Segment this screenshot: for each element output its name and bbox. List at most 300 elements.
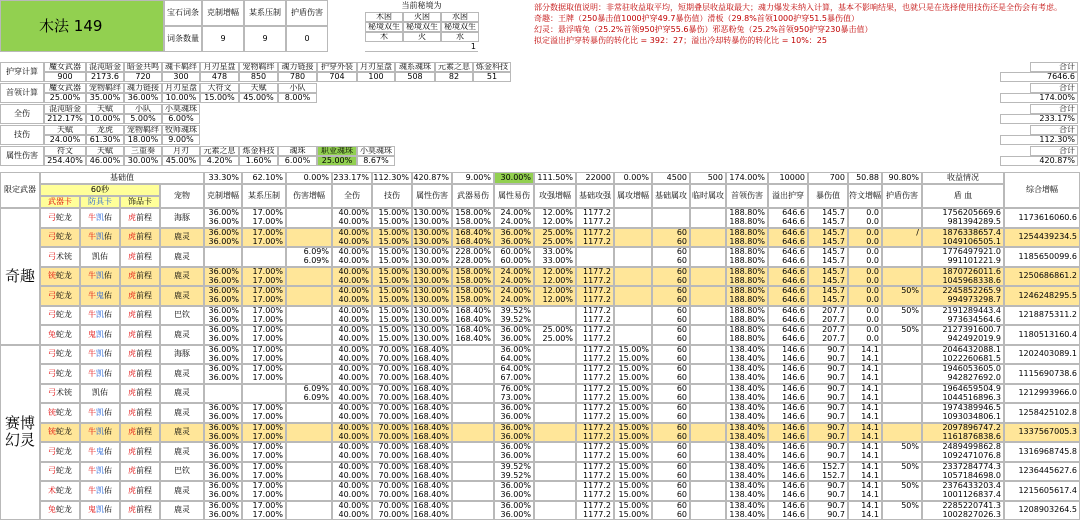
value-cell: 36.00% <box>494 413 534 423</box>
stat-name: 职业魂珠 <box>317 146 357 156</box>
value-cell: 36.00% <box>494 423 534 433</box>
value-cell: 40.00% <box>332 345 372 355</box>
value-cell <box>534 501 576 511</box>
armor-rest: 佑 <box>104 407 112 417</box>
value-cell: 17.00% <box>242 471 286 481</box>
value-cell: 36.00% <box>204 228 242 238</box>
value-cell: 60 <box>652 423 690 433</box>
income-shield: 2097896747.2 <box>922 423 1004 433</box>
value-cell: 90.7 <box>808 510 848 520</box>
value-cell: 138.40% <box>726 364 768 374</box>
value-cell: 64.00% <box>494 364 534 374</box>
stat-name: 魔女武器 <box>44 62 86 72</box>
value-cell <box>204 247 242 257</box>
armor-card <box>80 462 120 482</box>
pet-header: 宠物 <box>160 184 204 208</box>
stat-name: 龙虎 <box>86 125 124 135</box>
value-cell: 15.00% <box>614 384 652 394</box>
stat-label: 技伤 <box>0 125 44 145</box>
value-cell: 50% <box>882 462 922 472</box>
value-cell <box>882 208 922 218</box>
value-cell: 168.40% <box>412 481 452 491</box>
value-cell: 130.00% <box>412 208 452 218</box>
value-cell: 24.00% <box>494 218 534 228</box>
value-cell: 67.00% <box>494 374 534 384</box>
weapon-rest: 蛇龙 <box>56 271 72 281</box>
total-cell: 1337567005.3 <box>1004 423 1080 443</box>
value-cell: 17.00% <box>242 491 286 501</box>
value-cell: 130.00% <box>412 257 452 267</box>
value-cell: 70.00% <box>372 393 412 403</box>
value-cell <box>614 315 652 325</box>
value-cell <box>534 510 576 520</box>
realm-value: 1 <box>365 42 478 52</box>
value-cell: 90.7 <box>808 423 848 433</box>
value-cell <box>690 257 726 267</box>
value-cell: 60 <box>652 237 690 247</box>
value-cell: 24.00% <box>494 296 534 306</box>
stat-total: 112.30% <box>1000 135 1078 145</box>
value-cell <box>690 501 726 511</box>
value-cell: 0.0 <box>848 325 882 335</box>
stat-value: 15.00% <box>200 93 239 103</box>
value-cell <box>286 471 332 481</box>
pet-cell: 海豚 <box>160 345 204 365</box>
pet-cell: 鹿灵 <box>160 228 204 248</box>
title-name: 木法 <box>39 16 70 35</box>
value-cell <box>452 442 494 452</box>
column-header: 武器易伤 <box>452 184 494 208</box>
jewel-card <box>120 423 160 443</box>
value-cell: 70.00% <box>372 491 412 501</box>
gem-header: 护盾伤害 <box>286 0 328 26</box>
weapon-rest: 蛇龙 <box>56 446 72 456</box>
armor-card <box>80 403 120 423</box>
value-cell: 646.6 <box>768 237 808 247</box>
value-cell: 158.00% <box>452 267 494 277</box>
value-cell: 17.00% <box>242 208 286 218</box>
value-cell <box>286 237 332 247</box>
value-cell: 36.00% <box>494 335 534 345</box>
value-cell: 60.00% <box>494 247 534 257</box>
value-cell: 36.00% <box>204 462 242 472</box>
value-cell <box>690 452 726 462</box>
value-cell: 70.00% <box>372 354 412 364</box>
value-cell: 70.00% <box>372 510 412 520</box>
value-cell <box>534 364 576 374</box>
value-cell: 90.7 <box>808 403 848 413</box>
value-cell: 130.00% <box>412 237 452 247</box>
armor-mid: 凯 <box>96 427 104 437</box>
total-header: 综合增幅 <box>1004 172 1080 208</box>
value-cell: 17.00% <box>242 315 286 325</box>
value-cell: 36.00% <box>204 442 242 452</box>
value-cell: 146.6 <box>768 432 808 442</box>
value-cell <box>690 315 726 325</box>
gem-label-b: 词条数量 <box>164 26 202 52</box>
income-shield: 2489499862.8 <box>922 442 1004 452</box>
value-cell <box>534 393 576 403</box>
stat-name: 宠物羁绊 <box>86 83 124 93</box>
value-cell <box>690 471 726 481</box>
stat-total: 233.17% <box>1000 114 1078 124</box>
base-value: 420.87% <box>412 172 452 184</box>
jewel-card <box>120 228 160 248</box>
value-cell: 168.40% <box>452 325 494 335</box>
note-line: 奇趣：王牌（250暴击值1000护穿49.7暴伤值）滑板（29.8%首领1000护穿51.5暴伤值） <box>534 14 860 23</box>
value-cell <box>614 306 652 316</box>
value-cell: 168.40% <box>412 452 452 462</box>
income-shield: 2285220741.3 <box>922 501 1004 511</box>
value-cell <box>882 276 922 286</box>
jewel-card <box>120 442 160 462</box>
value-cell <box>690 354 726 364</box>
value-cell <box>882 393 922 403</box>
value-cell: 138.40% <box>726 374 768 384</box>
weapon-prefix: 兔 <box>48 505 56 515</box>
pet-cell: 鹿灵 <box>160 267 204 287</box>
weapon-rest: 蛇龙 <box>56 212 72 222</box>
stat-name: 炼金科技 <box>473 62 511 72</box>
income-shield: 2046432088.1 <box>922 345 1004 355</box>
column-header: 基础攻强 <box>576 184 614 208</box>
value-cell: 36.00% <box>494 228 534 238</box>
jewel-prefix: 虎 <box>128 368 136 378</box>
weapon-rest: 蛇龙 <box>56 505 72 515</box>
value-cell <box>452 471 494 481</box>
value-cell: 40.00% <box>332 257 372 267</box>
stat-value: 10.00% <box>86 114 124 124</box>
value-cell: 70.00% <box>372 384 412 394</box>
income-header: 收益情况 <box>922 172 1004 184</box>
jewel-rest: 前程 <box>136 407 152 417</box>
jewel-card <box>120 286 160 306</box>
value-cell: 40.00% <box>332 442 372 452</box>
armor-card <box>80 364 120 384</box>
value-cell <box>882 218 922 228</box>
value-cell <box>452 510 494 520</box>
total-cell: 1173616060.6 <box>1004 208 1080 228</box>
jewel-prefix: 虎 <box>128 310 136 320</box>
value-cell: 188.80% <box>726 296 768 306</box>
value-cell: 138.40% <box>726 452 768 462</box>
value-cell: 146.6 <box>768 374 808 384</box>
value-cell: 17.00% <box>242 442 286 452</box>
weapon-card <box>40 423 80 443</box>
value-cell: 646.6 <box>768 286 808 296</box>
jewel-prefix: 虎 <box>128 485 136 495</box>
stat-name: 魂系魂珠 <box>395 62 435 72</box>
income-shield: 2127391600.7 <box>922 325 1004 335</box>
stat-value: 704 <box>317 72 357 82</box>
value-cell: 40.00% <box>332 315 372 325</box>
value-cell: 70.00% <box>372 481 412 491</box>
value-cell: 36.00% <box>494 501 534 511</box>
value-cell: 40.00% <box>332 335 372 345</box>
value-cell: 0.0 <box>848 218 882 228</box>
value-cell: 36.00% <box>204 364 242 374</box>
value-cell <box>286 325 332 335</box>
stat-total: 420.87% <box>1000 156 1078 166</box>
armor-mid: 凯 <box>96 329 104 339</box>
value-cell: 168.40% <box>452 237 494 247</box>
stat-value: 478 <box>200 72 239 82</box>
value-cell: 12.00% <box>534 296 576 306</box>
value-cell: 60.00% <box>494 257 534 267</box>
value-cell: 15.00% <box>372 208 412 218</box>
stat-value: 45.00% <box>162 156 200 166</box>
value-cell <box>690 442 726 452</box>
value-cell <box>286 442 332 452</box>
value-cell: 146.6 <box>768 345 808 355</box>
value-cell: 15.00% <box>372 306 412 316</box>
value-cell: 646.6 <box>768 218 808 228</box>
value-cell: 207.7 <box>808 335 848 345</box>
value-cell: 207.7 <box>808 315 848 325</box>
value-cell <box>534 462 576 472</box>
jewel-rest: 前程 <box>136 485 152 495</box>
value-cell: 60 <box>652 374 690 384</box>
value-cell: 158.00% <box>452 276 494 286</box>
weapon-rest: 蛇龙 <box>56 232 72 242</box>
value-cell: 1177.2 <box>576 276 614 286</box>
jewel-rest: 前程 <box>136 368 152 378</box>
value-cell: 146.6 <box>768 501 808 511</box>
value-cell: 146.6 <box>768 354 808 364</box>
value-cell: 40.00% <box>332 462 372 472</box>
value-cell: 17.00% <box>242 267 286 277</box>
stat-value: 6.00% <box>278 156 317 166</box>
value-cell: 40.00% <box>332 208 372 218</box>
value-cell <box>452 403 494 413</box>
stat-value: 8.67% <box>357 156 395 166</box>
value-cell: 138.40% <box>726 384 768 394</box>
value-cell: 17.00% <box>242 481 286 491</box>
value-cell: 146.6 <box>768 462 808 472</box>
value-cell: 1177.2 <box>576 296 614 306</box>
stat-value: 25.00% <box>44 93 86 103</box>
value-cell: 1177.2 <box>576 345 614 355</box>
value-cell: 36.00% <box>204 325 242 335</box>
value-cell: 168.40% <box>452 228 494 238</box>
pet-cell: 鹿灵 <box>160 501 204 521</box>
weapon-card <box>40 247 80 267</box>
value-cell: 40.00% <box>332 237 372 247</box>
value-cell: 138.40% <box>726 491 768 501</box>
value-cell: 168.40% <box>412 432 452 442</box>
value-cell: 146.6 <box>768 442 808 452</box>
value-cell: 36.00% <box>204 403 242 413</box>
value-cell <box>690 296 726 306</box>
total-cell: 1185650099.6 <box>1004 247 1080 267</box>
column-header: 符文增幅 <box>848 184 882 208</box>
weapon-card <box>40 403 80 423</box>
value-cell: 15.00% <box>614 442 652 452</box>
value-cell <box>882 267 922 277</box>
value-cell: 40.00% <box>332 296 372 306</box>
stat-name: 宠物羁绊 <box>124 125 162 135</box>
weapon-rest: 蛇龙 <box>56 329 72 339</box>
value-cell <box>690 237 726 247</box>
value-cell <box>286 374 332 384</box>
value-cell: 15.00% <box>614 481 652 491</box>
value-cell: 15.00% <box>614 491 652 501</box>
value-cell: 17.00% <box>242 432 286 442</box>
armor-card <box>80 442 120 462</box>
value-cell: 90.7 <box>808 501 848 511</box>
value-cell: 146.6 <box>768 510 808 520</box>
base-value: 10000 <box>768 172 808 184</box>
jewel-card <box>120 403 160 423</box>
jewel-card <box>120 481 160 501</box>
value-cell <box>690 423 726 433</box>
value-cell: 40.00% <box>332 228 372 238</box>
value-cell: 0.0 <box>848 237 882 247</box>
value-cell: 50% <box>882 501 922 511</box>
group-label: 奇趣 <box>0 208 40 345</box>
value-cell <box>286 306 332 316</box>
value-cell: 0.0 <box>848 296 882 306</box>
value-cell <box>286 364 332 374</box>
value-cell: 33.00% <box>534 247 576 257</box>
stat-value: 35.00% <box>86 93 124 103</box>
value-cell: 138.40% <box>726 413 768 423</box>
value-cell: 90.7 <box>808 442 848 452</box>
income-blood: 1045968338.6 <box>922 276 1004 286</box>
stat-total-label: 合计 <box>1030 125 1078 135</box>
stat-name: 小莫魂珠 <box>162 104 200 114</box>
weapon-card <box>40 481 80 501</box>
value-cell: 60 <box>652 335 690 345</box>
value-cell: 168.40% <box>412 442 452 452</box>
income-shield: 2191289443.4 <box>922 306 1004 316</box>
value-cell <box>614 276 652 286</box>
value-cell: 17.00% <box>242 423 286 433</box>
value-cell: 130.00% <box>412 247 452 257</box>
value-cell: 39.52% <box>494 471 534 481</box>
armor-mid: 凯 <box>96 407 104 417</box>
value-cell: 168.40% <box>412 364 452 374</box>
value-cell: 36.00% <box>204 452 242 462</box>
value-cell <box>882 354 922 364</box>
value-cell: 646.6 <box>768 228 808 238</box>
value-cell: 60 <box>652 257 690 267</box>
value-cell <box>614 228 652 238</box>
value-cell: 0.0 <box>848 286 882 296</box>
value-cell: 50% <box>882 286 922 296</box>
column-header: 基础属攻 <box>652 184 690 208</box>
jewel-rest: 前程 <box>136 212 152 222</box>
armor-rest: 佑 <box>104 446 112 456</box>
value-cell: 17.00% <box>242 335 286 345</box>
weapon-card <box>40 208 80 228</box>
value-cell: 90.7 <box>808 413 848 423</box>
value-cell: 146.6 <box>768 491 808 501</box>
stat-name: 宠物羁绊 <box>239 62 278 72</box>
stat-name: 符文 <box>44 146 86 156</box>
value-cell: 14.1 <box>848 442 882 452</box>
notes-block <box>534 2 1079 46</box>
value-cell: 14.1 <box>848 354 882 364</box>
value-cell: 36.00% <box>494 481 534 491</box>
value-cell: 188.80% <box>726 315 768 325</box>
value-cell: 12.00% <box>534 286 576 296</box>
value-cell: 138.40% <box>726 432 768 442</box>
armor-mid: 凯 <box>96 466 104 476</box>
base-value: 30.00% <box>494 172 534 184</box>
armor-rest: 佑 <box>104 505 112 515</box>
value-cell: 40.00% <box>332 432 372 442</box>
jewel-prefix: 虎 <box>128 407 136 417</box>
value-cell: 207.7 <box>808 306 848 316</box>
armor-mid: 凯 <box>96 232 104 242</box>
value-cell: 207.7 <box>808 325 848 335</box>
value-cell <box>690 491 726 501</box>
total-cell: 1208903264.5 <box>1004 501 1080 521</box>
weapon-card <box>40 501 80 521</box>
column-header: 属性伤害 <box>412 184 452 208</box>
base-value: 50.88 <box>848 172 882 184</box>
stat-value: 254.40% <box>44 156 86 166</box>
value-cell: 64.00% <box>494 354 534 364</box>
weapon-card <box>40 345 80 365</box>
value-cell: 36.00% <box>204 218 242 228</box>
value-cell <box>690 364 726 374</box>
armor-rest: 佑 <box>104 427 112 437</box>
value-cell <box>286 345 332 355</box>
weapon-card <box>40 286 80 306</box>
column-header: 暴伤值 <box>808 184 848 208</box>
value-cell: 24.00% <box>494 208 534 218</box>
weapon-rest: 蛇龙 <box>56 290 72 300</box>
value-cell <box>690 247 726 257</box>
value-cell <box>534 403 576 413</box>
total-cell: 1258425102.8 <box>1004 403 1080 423</box>
stat-name: 三重奏 <box>124 146 162 156</box>
value-cell: 90.7 <box>808 452 848 462</box>
value-cell: 40.00% <box>332 384 372 394</box>
armor-mid: 凯 <box>96 505 104 515</box>
value-cell: 40.00% <box>332 510 372 520</box>
value-cell: 228.00% <box>452 247 494 257</box>
value-cell: 36.00% <box>494 491 534 501</box>
income-shield: 1964659504.9 <box>922 384 1004 394</box>
value-cell: 138.40% <box>726 471 768 481</box>
value-cell <box>286 510 332 520</box>
value-cell <box>452 393 494 403</box>
value-cell: 36.00% <box>204 374 242 384</box>
value-cell <box>286 228 332 238</box>
value-cell: 25.00% <box>534 335 576 345</box>
value-cell: 158.00% <box>452 218 494 228</box>
value-cell <box>690 306 726 316</box>
value-cell: 0.0 <box>848 276 882 286</box>
income-blood: 994973298.7 <box>922 296 1004 306</box>
value-cell: 130.00% <box>412 335 452 345</box>
value-cell: 14.1 <box>848 452 882 462</box>
value-cell <box>286 501 332 511</box>
value-cell: 168.40% <box>412 491 452 501</box>
value-cell: 70.00% <box>372 345 412 355</box>
stat-total-label: 合计 <box>1030 104 1078 114</box>
value-cell: 168.40% <box>412 423 452 433</box>
stat-value: 720 <box>124 72 162 82</box>
stat-value: 9.00% <box>162 135 200 145</box>
value-cell <box>614 208 652 218</box>
value-cell <box>242 247 286 257</box>
value-cell: 17.00% <box>242 218 286 228</box>
base-label: 基础值 <box>40 172 204 184</box>
